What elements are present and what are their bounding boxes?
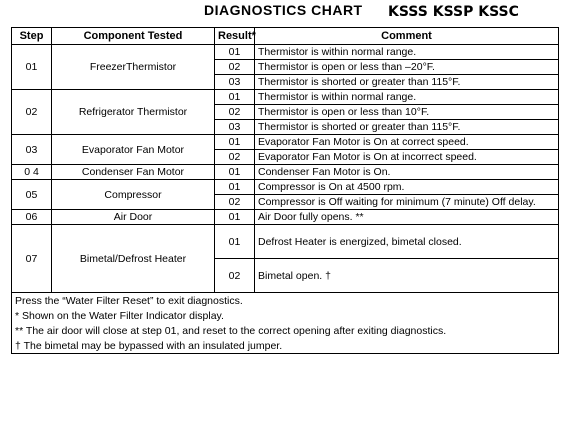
comment-cell: Bimetal open. † bbox=[255, 259, 559, 293]
comment-cell: Evaporator Fan Motor is On at incorrect speed. bbox=[255, 150, 559, 165]
step-cell: 07 bbox=[12, 225, 52, 293]
comment-cell: Thermistor is open or less than –20°F. bbox=[255, 60, 559, 75]
result-cell: 01 bbox=[215, 90, 255, 105]
comment-cell: Compressor is On at 4500 rpm. bbox=[255, 180, 559, 195]
component-cell: Air Door bbox=[52, 210, 215, 225]
step-cell: 03 bbox=[12, 135, 52, 165]
note-row bbox=[12, 323, 559, 338]
column-header-result: Result* bbox=[215, 28, 255, 45]
result-cell: 02 bbox=[215, 60, 255, 75]
step-cell: 0 4 bbox=[12, 165, 52, 180]
column-header-step: Step bbox=[12, 28, 52, 45]
component-cell: Refrigerator Thermistor bbox=[52, 90, 215, 135]
component-cell: Evaporator Fan Motor bbox=[52, 135, 215, 165]
comment-cell: Defrost Heater is energized, bimetal closed. bbox=[255, 225, 559, 259]
result-cell: 01 bbox=[215, 180, 255, 195]
column-header-comment: Comment bbox=[255, 28, 559, 45]
step-cell: 01 bbox=[12, 45, 52, 90]
comment-cell: Evaporator Fan Motor is On at correct speed. bbox=[255, 135, 559, 150]
result-cell: 03 bbox=[215, 120, 255, 135]
comment-cell: Thermistor is within normal range. bbox=[255, 90, 559, 105]
step-cell: 05 bbox=[12, 180, 52, 210]
note-exit-diagnostics: Press the “Water Filter Reset” to exit diagnostics. bbox=[12, 293, 559, 309]
note-asterisk: * Shown on the Water Filter Indicator display. bbox=[12, 308, 559, 323]
component-cell: Condenser Fan Motor bbox=[52, 165, 215, 180]
table-row bbox=[12, 90, 559, 105]
note-dagger: † The bimetal may be bypassed with an insulated jumper. bbox=[12, 338, 559, 354]
table-row bbox=[12, 135, 559, 150]
result-cell: 01 bbox=[215, 45, 255, 60]
model-numbers: KSSS KSSP KSSC bbox=[388, 4, 519, 20]
step-cell: 06 bbox=[12, 210, 52, 225]
component-cell: Compressor bbox=[52, 180, 215, 210]
table-row bbox=[12, 225, 559, 259]
result-cell: 02 bbox=[215, 259, 255, 293]
table-header-row bbox=[12, 28, 559, 45]
comment-cell: Thermistor is shorted or greater than 115°F. bbox=[255, 120, 559, 135]
result-cell: 03 bbox=[215, 75, 255, 90]
note-row bbox=[12, 338, 559, 354]
component-cell: FreezerThermistor bbox=[52, 45, 215, 90]
result-cell: 01 bbox=[215, 135, 255, 150]
result-cell: 01 bbox=[215, 225, 255, 259]
diagnostics-table bbox=[11, 27, 559, 354]
comment-cell: Thermistor is within normal range. bbox=[255, 45, 559, 60]
column-header-component: Component Tested bbox=[52, 28, 215, 45]
table-row bbox=[12, 210, 559, 225]
comment-cell: Thermistor is shorted or greater than 115°F. bbox=[255, 75, 559, 90]
note-row bbox=[12, 308, 559, 323]
comment-cell: Compressor is Off waiting for minimum (7 minute) Off delay. bbox=[255, 195, 559, 210]
comment-cell: Thermistor is open or less than 10°F. bbox=[255, 105, 559, 120]
comment-cell: Air Door fully opens. ** bbox=[255, 210, 559, 225]
chart-title: DIAGNOSTICS CHART bbox=[204, 2, 363, 18]
result-cell: 02 bbox=[215, 105, 255, 120]
result-cell: 01 bbox=[215, 210, 255, 225]
note-row bbox=[12, 293, 559, 309]
result-cell: 02 bbox=[215, 195, 255, 210]
table-row bbox=[12, 45, 559, 60]
comment-cell: Condenser Fan Motor is On. bbox=[255, 165, 559, 180]
step-cell: 02 bbox=[12, 90, 52, 135]
note-double-asterisk: ** The air door will close at step 01, and reset to the correct opening after exiting diagnostics. bbox=[12, 323, 559, 338]
table-row bbox=[12, 165, 559, 180]
result-cell: 01 bbox=[215, 165, 255, 180]
table-row bbox=[12, 180, 559, 195]
component-cell: Bimetal/Defrost Heater bbox=[52, 225, 215, 293]
result-cell: 02 bbox=[215, 150, 255, 165]
